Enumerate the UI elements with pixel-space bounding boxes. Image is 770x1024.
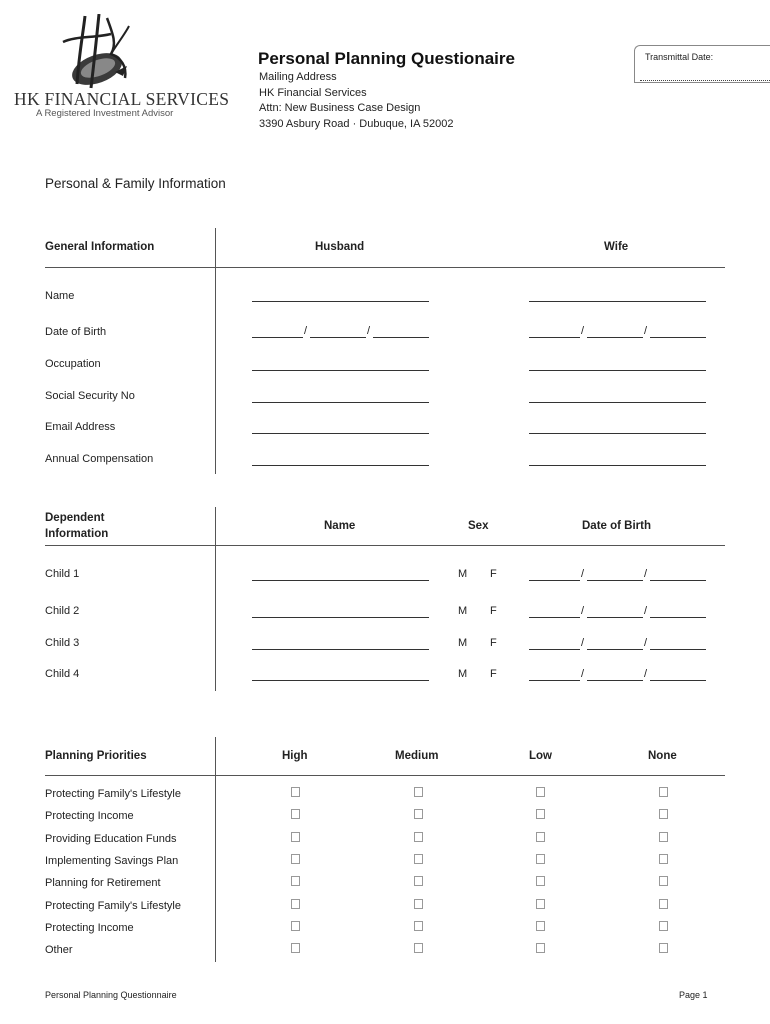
priority-checkbox[interactable]	[414, 899, 423, 909]
sex-option-m[interactable]: M	[458, 668, 468, 680]
priority-checkbox[interactable]	[659, 876, 668, 886]
priority-checkbox[interactable]	[414, 787, 423, 797]
date-slash: /	[644, 325, 648, 337]
dependent-sex-column-header: Sex	[468, 520, 489, 532]
child-dob-day-field[interactable]	[587, 649, 643, 650]
priority-column-medium: Medium	[395, 750, 439, 762]
sex-option-f[interactable]: F	[490, 637, 497, 649]
child-name-field[interactable]	[252, 649, 429, 650]
company-name: HK FINANCIAL SERVICES	[14, 89, 230, 109]
husband-dob-year-field[interactable]	[373, 337, 429, 338]
divider	[215, 737, 216, 962]
priority-column-none: None	[648, 750, 677, 762]
priority-row-label: Implementing Savings Plan	[45, 855, 179, 867]
priority-checkbox[interactable]	[414, 943, 423, 953]
wife-compensation-field[interactable]	[529, 465, 706, 466]
husband-email-field[interactable]	[252, 433, 429, 434]
date-slash: /	[581, 325, 585, 337]
priority-checkbox[interactable]	[659, 787, 668, 797]
wife-email-field[interactable]	[529, 433, 706, 434]
dependent-header-line2: Information	[45, 528, 109, 540]
priority-checkbox[interactable]	[536, 832, 545, 842]
priority-checkbox[interactable]	[291, 854, 300, 864]
child-dob-year-field[interactable]	[650, 617, 706, 618]
husband-name-field[interactable]	[252, 301, 429, 302]
general-info-header: General Information	[45, 241, 155, 253]
child-dob-year-field[interactable]	[650, 680, 706, 681]
priority-checkbox[interactable]	[536, 787, 545, 797]
address-line: 3390 Asbury Road · Dubuque, IA 52002	[259, 117, 454, 130]
priority-checkbox[interactable]	[291, 921, 300, 931]
priority-checkbox[interactable]	[536, 854, 545, 864]
footer-title: Personal Planning Questionnaire	[45, 990, 177, 1000]
priority-checkbox[interactable]	[414, 921, 423, 931]
priority-row-label: Planning for Retirement	[45, 877, 161, 889]
company-subtitle: A Registered Investment Advisor	[36, 108, 174, 119]
transmittal-box	[634, 45, 770, 83]
priority-row-label: Protecting Income	[45, 922, 134, 934]
transmittal-date-field[interactable]	[640, 80, 770, 81]
priority-row-label: Protecting Income	[45, 810, 134, 822]
husband-occupation-field[interactable]	[252, 370, 429, 371]
husband-ssn-field[interactable]	[252, 402, 429, 403]
priority-checkbox[interactable]	[536, 809, 545, 819]
priorities-header: Planning Priorities	[45, 750, 147, 762]
priority-row-label: Providing Education Funds	[45, 833, 177, 845]
divider	[45, 775, 725, 776]
child-dob-day-field[interactable]	[587, 680, 643, 681]
divider	[215, 507, 216, 691]
priority-checkbox[interactable]	[536, 876, 545, 886]
wife-ssn-field[interactable]	[529, 402, 706, 403]
address-line: Attn: New Business Case Design	[259, 102, 421, 114]
field-label-email: Email Address	[45, 421, 116, 433]
wife-column-header: Wife	[604, 241, 629, 253]
priority-checkbox[interactable]	[659, 854, 668, 864]
date-slash: /	[367, 325, 371, 337]
priority-checkbox[interactable]	[291, 876, 300, 886]
wife-dob-year-field[interactable]	[650, 337, 706, 338]
priority-checkbox[interactable]	[291, 787, 300, 797]
child-dob-day-field[interactable]	[587, 580, 643, 581]
husband-dob-day-field[interactable]	[310, 337, 366, 338]
address-line: HK Financial Services	[259, 86, 367, 99]
field-label-ssn: Social Security No	[45, 390, 135, 402]
wife-occupation-field[interactable]	[529, 370, 706, 371]
date-slash: /	[644, 668, 648, 680]
child-dob-month-field[interactable]	[529, 649, 580, 650]
child-dob-year-field[interactable]	[650, 649, 706, 650]
dependent-header-line1: Dependent	[45, 512, 105, 524]
date-slash: /	[581, 605, 585, 617]
priority-checkbox[interactable]	[291, 899, 300, 909]
child-dob-day-field[interactable]	[587, 617, 643, 618]
sex-option-f[interactable]: F	[490, 568, 497, 580]
priority-checkbox[interactable]	[659, 921, 668, 931]
priority-checkbox[interactable]	[291, 943, 300, 953]
date-slash: /	[644, 605, 648, 617]
sex-option-f[interactable]: F	[490, 605, 497, 617]
priority-checkbox[interactable]	[414, 832, 423, 842]
child-label: Child 1	[45, 568, 80, 580]
priority-column-high: High	[282, 750, 308, 762]
mailing-address	[259, 70, 453, 132]
sex-option-m[interactable]: M	[458, 637, 468, 649]
priority-checkbox[interactable]	[536, 921, 545, 931]
child-dob-year-field[interactable]	[650, 580, 706, 581]
priority-checkbox[interactable]	[414, 809, 423, 819]
child-dob-month-field[interactable]	[529, 617, 580, 618]
form-title: Personal Planning Questionaire	[258, 49, 515, 68]
child-label: Child 3	[45, 637, 80, 649]
priority-row-label: Protecting Family's Lifestyle	[45, 900, 181, 912]
date-slash: /	[644, 637, 648, 649]
child-dob-month-field[interactable]	[529, 580, 580, 581]
priority-row-label: Other	[45, 944, 73, 956]
date-slash: /	[581, 668, 585, 680]
date-slash: /	[581, 568, 585, 580]
address-line: Mailing Address	[259, 71, 337, 83]
transmittal-label: Transmittal Date:	[645, 52, 714, 62]
sex-option-m[interactable]: M	[458, 605, 468, 617]
divider	[45, 267, 725, 268]
field-label-dob: Date of Birth	[45, 326, 107, 338]
priority-checkbox[interactable]	[659, 809, 668, 819]
divider	[45, 545, 725, 546]
hk-logo-icon	[55, 14, 135, 92]
wife-dob-day-field[interactable]	[587, 337, 643, 338]
priority-checkbox[interactable]	[291, 809, 300, 819]
wife-name-field[interactable]	[529, 301, 706, 302]
sex-option-m[interactable]: M	[458, 568, 468, 580]
dependent-dob-column-header: Date of Birth	[582, 520, 651, 532]
date-slash: /	[304, 325, 308, 337]
child-label: Child 2	[45, 605, 80, 617]
sex-option-f[interactable]: F	[490, 668, 497, 680]
priority-checkbox[interactable]	[536, 899, 545, 909]
field-label-occupation: Occupation	[45, 358, 101, 370]
husband-dob-month-field[interactable]	[252, 337, 303, 338]
priority-checkbox[interactable]	[536, 943, 545, 953]
priority-checkbox[interactable]	[659, 899, 668, 909]
priority-checkbox[interactable]	[659, 832, 668, 842]
priority-column-low: Low	[529, 750, 552, 762]
priority-row-label: Protecting Family's Lifestyle	[45, 788, 181, 800]
husband-compensation-field[interactable]	[252, 465, 429, 466]
husband-column-header: Husband	[315, 241, 365, 253]
section-title: Personal & Family Information	[45, 176, 226, 191]
priority-checkbox[interactable]	[414, 876, 423, 886]
priority-checkbox[interactable]	[414, 854, 423, 864]
field-label-compensation: Annual Compensation	[45, 453, 154, 465]
child-dob-month-field[interactable]	[529, 680, 580, 681]
field-label-name: Name	[45, 290, 75, 302]
page-number: Page 1	[679, 990, 708, 1000]
date-slash: /	[644, 568, 648, 580]
child-label: Child 4	[45, 668, 80, 680]
priority-checkbox[interactable]	[291, 832, 300, 842]
wife-dob-month-field[interactable]	[529, 337, 580, 338]
child-name-field[interactable]	[252, 680, 429, 681]
priority-checkbox[interactable]	[659, 943, 668, 953]
divider	[215, 228, 216, 474]
date-slash: /	[581, 637, 585, 649]
child-name-field[interactable]	[252, 580, 429, 581]
child-name-field[interactable]	[252, 617, 429, 618]
dependent-name-column-header: Name	[324, 520, 356, 532]
